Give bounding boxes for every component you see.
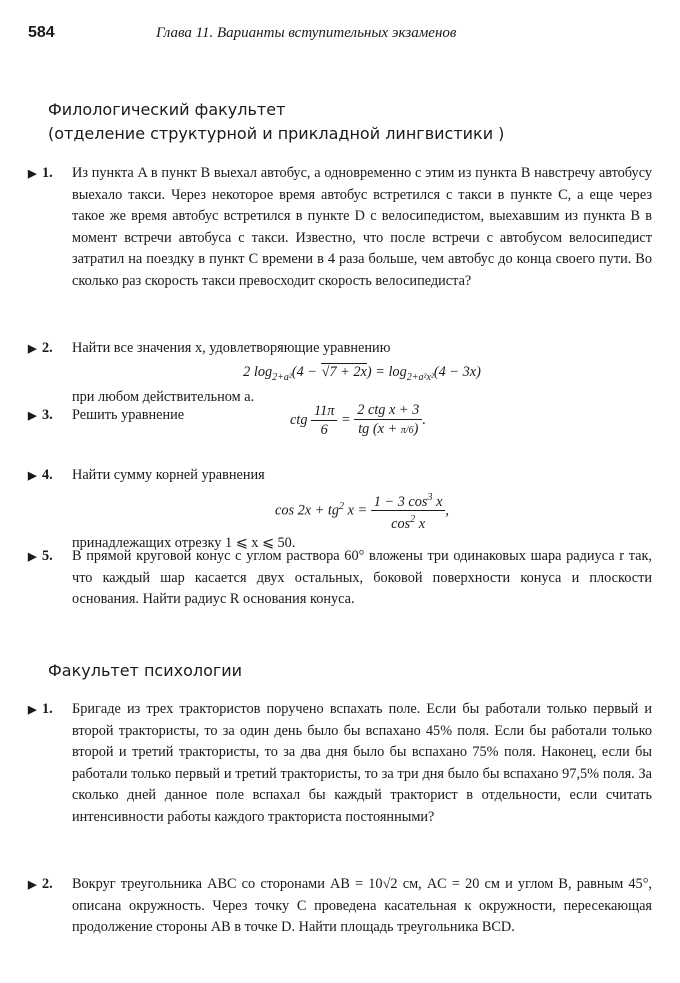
problem-marker: ▶ 2. — [28, 874, 53, 897]
problem-1-philology — [28, 163, 652, 292]
running-title: Глава 11. Варианты вступительных экзаменов — [156, 25, 457, 41]
problem-text: Решить уравнение — [72, 407, 185, 423]
triangle-bullet-icon: ▶ — [28, 704, 37, 716]
section-title-line: Факультет психологии — [48, 661, 243, 680]
problem-1-psychology — [28, 699, 652, 828]
problem-5-philology — [28, 546, 652, 611]
problem-text: Бригаде из трех трактористов поручено вспахать поле. Если бы работали только первый и второй трактористы, то за один день было бы вспахано 45% поля. Если бы работали только второй и третий трактористы, то за два дня было бы вспахано 75% поля. Наконец, если бы работали только первый и третий трактористы, то за три дня было бы вспахано 97,5% поля. За сколько дней данное поле вспахал бы каждый тракторист в отдельности, если считать интенсивности работы каждого тракториста постоянными? — [72, 701, 652, 825]
triangle-bullet-icon: ▶ — [28, 410, 37, 422]
log-equation: 2 $\log_{2+a^2}(4 - √7 + 2x) = \log_{2+a^2x^2}(4 - 3x)$ — [243, 363, 481, 383]
problem-4-philology — [28, 465, 652, 555]
problem-text-after: принадлежащих отрезку 1 ⩽ x ⩽ 50. — [72, 535, 296, 552]
problem-marker: ▶ 4. — [28, 465, 53, 488]
problem-3-philology — [28, 402, 652, 449]
triangle-bullet-icon: ▶ — [28, 551, 37, 563]
problem-marker: ▶ 1. — [28, 163, 53, 186]
problem-text: В прямой круговой конус с углом раствора 60° вложены три одинаковых шара радиуса r так, что каждый шар касается двух остальных, боковой поверхности конуса и плоскости основания. Найти радиус R основания конуса. — [72, 548, 652, 607]
problem-text-after: при любом действительном a. — [72, 389, 255, 406]
triangle-bullet-icon: ▶ — [28, 470, 37, 482]
equation-row — [28, 402, 652, 449]
problem-text: Вокруг треугольника ABC со сторонами AB = 10√2 см, AC = 20 см и углом B, равным 45°, описана окружность. Через точку C проведена касательная к окружности, пересекающая продолжение стороны AB в точке D. Найти площадь треугольника BCD. — [72, 876, 652, 935]
triangle-bullet-icon: ▶ — [28, 343, 37, 355]
section-title-philology — [48, 98, 504, 146]
problem-text: Найти все значения x, удовлетворяющие уравнению — [72, 340, 391, 356]
problem-marker: ▶ 1. — [28, 699, 53, 722]
problem-marker: ▶ 2. — [28, 338, 53, 361]
problem-2-philology — [28, 338, 652, 409]
problem-marker: ▶ 5. — [28, 546, 53, 569]
problem-text: Найти сумму корней уравнения — [72, 467, 265, 483]
section-title-line-1: Филологический факультет — [48, 100, 286, 119]
section-title-line-2: (отделение структурной и прикладной лингвистики ) — [48, 124, 505, 143]
problem-marker: ▶ 3. — [28, 405, 53, 428]
section-title-psychology — [48, 659, 242, 683]
page-header — [28, 24, 620, 48]
cotangent-equation: ctg $\frac{11\pi}{6}$ = $\frac{\text{2 ctg x + 3}}{tg (x + \pi/6)}$ . — [290, 402, 426, 438]
page-number: 584 — [28, 24, 55, 41]
trig-equation: $\cos 2x + tg^2$ x = $\frac{1 - 3 \cos^3 x}{\cos^2 x}$ , — [28, 489, 652, 534]
problem-2-psychology — [28, 874, 652, 939]
triangle-bullet-icon: ▶ — [28, 879, 37, 891]
problem-text: Из пункта A в пункт B выехал автобус, а одновременно с этим из пункта B навстречу автобусу выехало такси. Через некоторое время автобус встретился с такси в пункте C, а еще через такое же время автобус встретился в пункте D с велосипедистом, выехавшим из пункта B в момент встречи автобуса с такси. Известно, что после встречи с автобусом велосипедист затратил на поездку в пункт C времени в 4 раза больше, чем автобус до конца своего пути. Во сколько раз скорость такси превосходит скорость велосипедиста? — [72, 165, 652, 289]
triangle-bullet-icon: ▶ — [28, 168, 37, 180]
